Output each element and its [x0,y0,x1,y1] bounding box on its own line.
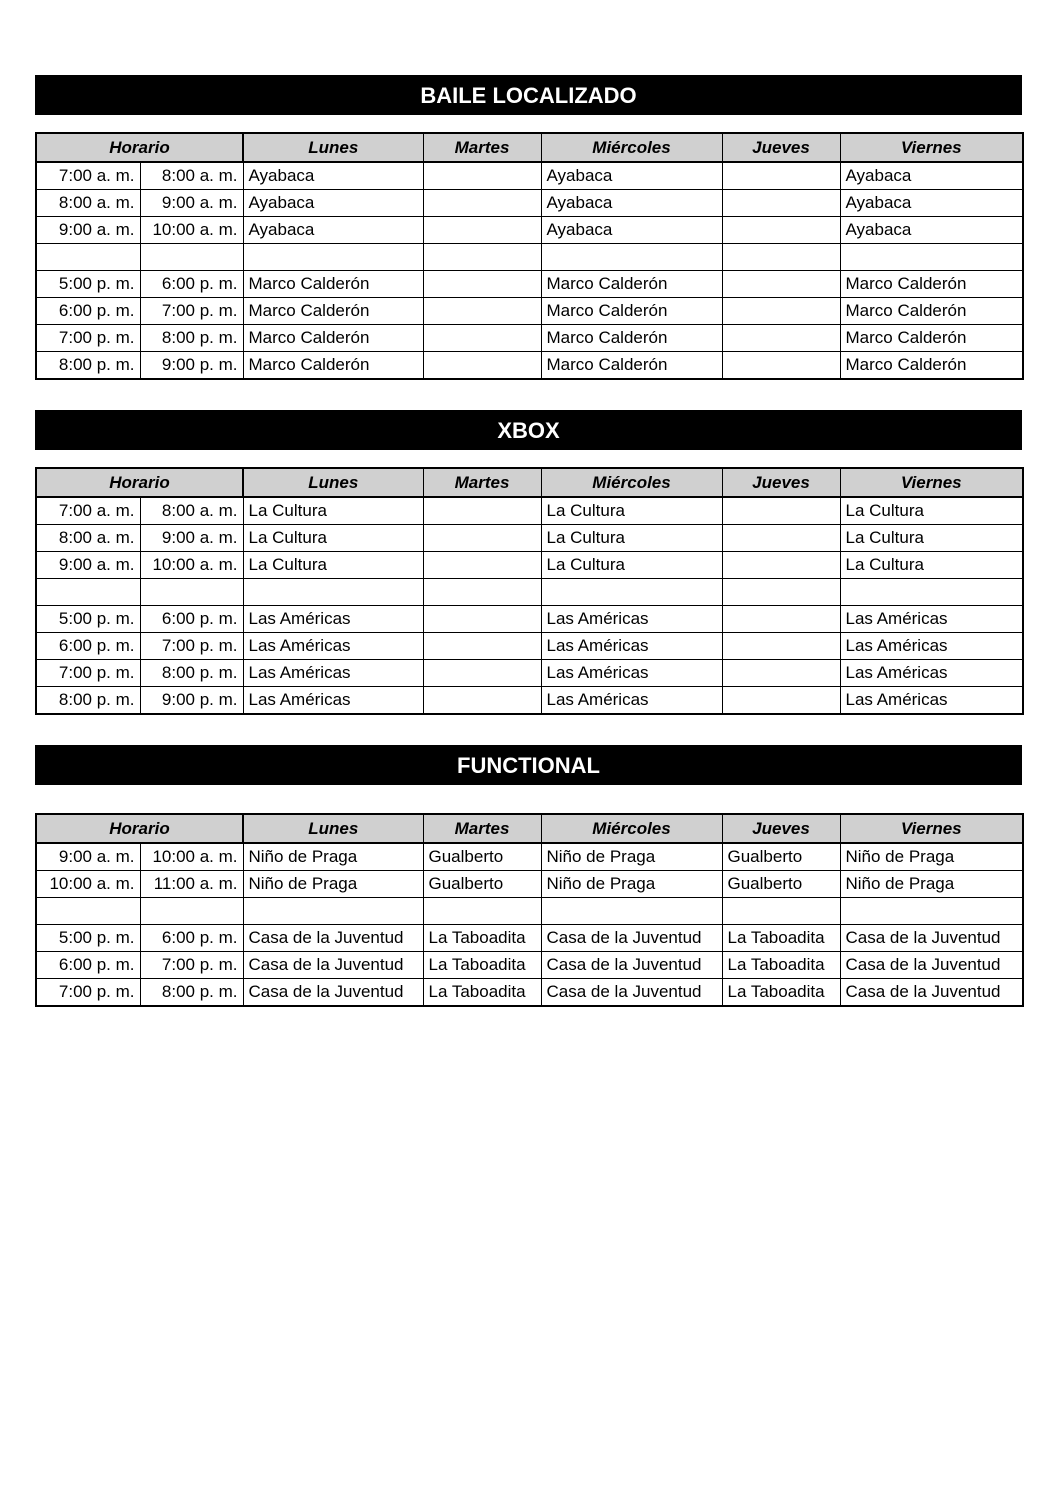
location-cell-martes [423,552,541,579]
end-time-cell: 8:00 p. m. [140,325,243,352]
header-row [36,468,1023,497]
location-cell-viernes: Marco Calderón [840,325,1023,352]
location-cell-lunes: Niño de Praga [243,871,423,898]
table-row [36,579,1023,606]
location-cell-lunes: Ayabaca [243,190,423,217]
location-cell-jueves [722,325,840,352]
location-cell-martes [423,606,541,633]
end-time-cell: 10:00 a. m. [140,843,243,871]
location-cell-jueves [722,606,840,633]
section-title: FUNCTIONAL [35,745,1022,785]
table-row [36,898,1023,925]
schedule-table [35,132,1024,380]
table-row [36,325,1023,352]
location-cell-lunes: Las Américas [243,633,423,660]
location-cell-martes [423,298,541,325]
end-time-cell: 9:00 p. m. [140,687,243,715]
location-cell-miercoles: Las Américas [541,660,722,687]
header-row [36,133,1023,162]
location-cell-miercoles [541,244,722,271]
start-time-cell: 7:00 p. m. [36,979,140,1007]
column-header-jueves: Jueves [722,468,840,497]
location-cell-miercoles: Las Américas [541,606,722,633]
location-cell-lunes: La Cultura [243,525,423,552]
location-cell-viernes: Casa de la Juventud [840,925,1023,952]
header-row [36,814,1023,843]
column-header-martes: Martes [423,814,541,843]
table-row [36,271,1023,298]
location-cell-martes: La Taboadita [423,979,541,1007]
location-cell-miercoles: Marco Calderón [541,271,722,298]
table-row [36,633,1023,660]
start-time-cell: 9:00 a. m. [36,843,140,871]
location-cell-martes [423,579,541,606]
end-time-cell: 9:00 a. m. [140,190,243,217]
end-time-cell: 8:00 a. m. [140,162,243,190]
table-row [36,871,1023,898]
end-time-cell: 6:00 p. m. [140,925,243,952]
table-row [36,687,1023,715]
location-cell-miercoles: Casa de la Juventud [541,925,722,952]
location-cell-viernes: La Cultura [840,552,1023,579]
location-cell-martes [423,660,541,687]
column-header-miercoles: Miércoles [541,133,722,162]
location-cell-viernes: Casa de la Juventud [840,952,1023,979]
location-cell-martes [423,525,541,552]
end-time-cell: 6:00 p. m. [140,606,243,633]
end-time-cell: 9:00 p. m. [140,352,243,380]
location-cell-jueves: La Taboadita [722,979,840,1007]
location-cell-martes [423,352,541,380]
location-cell-viernes: Las Américas [840,660,1023,687]
column-header-viernes: Viernes [840,133,1023,162]
start-time-cell: 6:00 p. m. [36,952,140,979]
table-row [36,552,1023,579]
end-time-cell: 6:00 p. m. [140,271,243,298]
start-time-cell: 5:00 p. m. [36,606,140,633]
start-time-cell: 8:00 p. m. [36,687,140,715]
location-cell-miercoles: La Cultura [541,552,722,579]
location-cell-viernes [840,898,1023,925]
location-cell-jueves [722,190,840,217]
location-cell-viernes: La Cultura [840,525,1023,552]
location-cell-viernes [840,244,1023,271]
section-title: BAILE LOCALIZADO [35,75,1022,115]
end-time-cell: 10:00 a. m. [140,217,243,244]
location-cell-jueves [722,660,840,687]
table-row [36,606,1023,633]
location-cell-viernes: Las Américas [840,606,1023,633]
table-row [36,190,1023,217]
start-time-cell: 8:00 a. m. [36,190,140,217]
location-cell-lunes: La Cultura [243,552,423,579]
location-cell-jueves [722,497,840,525]
location-cell-martes [423,325,541,352]
location-cell-viernes: Las Américas [840,633,1023,660]
location-cell-martes [423,898,541,925]
start-time-cell: 7:00 p. m. [36,325,140,352]
start-time-cell: 8:00 p. m. [36,352,140,380]
location-cell-martes [423,271,541,298]
location-cell-miercoles: Niño de Praga [541,843,722,871]
location-cell-martes [423,633,541,660]
column-header-horario: Horario [36,133,243,162]
location-cell-viernes [840,579,1023,606]
location-cell-jueves [722,217,840,244]
location-cell-miercoles [541,579,722,606]
location-cell-jueves: La Taboadita [722,952,840,979]
location-cell-jueves [722,244,840,271]
column-header-lunes: Lunes [243,133,423,162]
end-time-cell: 9:00 a. m. [140,525,243,552]
location-cell-martes: Gualberto [423,871,541,898]
location-cell-martes: La Taboadita [423,952,541,979]
column-header-jueves: Jueves [722,133,840,162]
location-cell-miercoles: La Cultura [541,497,722,525]
location-cell-miercoles: Ayabaca [541,190,722,217]
location-cell-jueves [722,633,840,660]
column-header-lunes: Lunes [243,468,423,497]
location-cell-miercoles: Ayabaca [541,162,722,190]
column-header-viernes: Viernes [840,468,1023,497]
location-cell-viernes: Marco Calderón [840,271,1023,298]
end-time-cell [140,898,243,925]
location-cell-jueves: La Taboadita [722,925,840,952]
location-cell-jueves [722,687,840,715]
start-time-cell: 6:00 p. m. [36,298,140,325]
location-cell-lunes: Ayabaca [243,162,423,190]
location-cell-miercoles: Casa de la Juventud [541,979,722,1007]
location-cell-lunes: Ayabaca [243,217,423,244]
end-time-cell: 7:00 p. m. [140,952,243,979]
column-header-martes: Martes [423,468,541,497]
table-row [36,925,1023,952]
end-time-cell [140,579,243,606]
schedule-table [35,813,1024,1007]
section-baile-localizado [35,75,1022,374]
column-header-horario: Horario [36,814,243,843]
location-cell-lunes: Las Américas [243,660,423,687]
column-header-lunes: Lunes [243,814,423,843]
location-cell-miercoles: Niño de Praga [541,871,722,898]
table-row [36,244,1023,271]
start-time-cell: 7:00 p. m. [36,660,140,687]
column-header-martes: Martes [423,133,541,162]
location-cell-lunes: Casa de la Juventud [243,979,423,1007]
location-cell-jueves: Gualberto [722,871,840,898]
location-cell-viernes: Ayabaca [840,217,1023,244]
location-cell-viernes: Niño de Praga [840,871,1023,898]
table-row [36,497,1023,525]
column-header-horario: Horario [36,468,243,497]
start-time-cell: 5:00 p. m. [36,271,140,298]
location-cell-miercoles: Casa de la Juventud [541,952,722,979]
start-time-cell: 5:00 p. m. [36,925,140,952]
location-cell-viernes: Marco Calderón [840,298,1023,325]
start-time-cell: 10:00 a. m. [36,871,140,898]
start-time-cell: 9:00 a. m. [36,552,140,579]
location-cell-viernes: La Cultura [840,497,1023,525]
table-row [36,952,1023,979]
section-title: XBOX [35,410,1022,450]
location-cell-lunes [243,898,423,925]
location-cell-lunes: Marco Calderón [243,298,423,325]
location-cell-lunes: Marco Calderón [243,352,423,380]
location-cell-lunes: Casa de la Juventud [243,925,423,952]
location-cell-martes [423,190,541,217]
end-time-cell: 7:00 p. m. [140,633,243,660]
end-time-cell: 11:00 a. m. [140,871,243,898]
location-cell-miercoles: Marco Calderón [541,352,722,380]
location-cell-martes: Gualberto [423,843,541,871]
location-cell-jueves [722,525,840,552]
location-cell-martes [423,162,541,190]
location-cell-lunes [243,579,423,606]
location-cell-viernes: Marco Calderón [840,352,1023,380]
location-cell-lunes: La Cultura [243,497,423,525]
location-cell-viernes: Casa de la Juventud [840,979,1023,1007]
location-cell-lunes [243,244,423,271]
table-row [36,162,1023,190]
location-cell-martes: La Taboadita [423,925,541,952]
location-cell-jueves [722,352,840,380]
end-time-cell: 7:00 p. m. [140,298,243,325]
location-cell-miercoles: Las Américas [541,687,722,715]
column-header-miercoles: Miércoles [541,814,722,843]
start-time-cell [36,579,140,606]
schedule-table [35,467,1024,715]
end-time-cell: 8:00 p. m. [140,979,243,1007]
section-xbox [35,410,1022,709]
table-row [36,352,1023,380]
location-cell-viernes: Ayabaca [840,190,1023,217]
location-cell-lunes: Marco Calderón [243,271,423,298]
location-cell-jueves [722,579,840,606]
location-cell-miercoles: Ayabaca [541,217,722,244]
location-cell-martes [423,687,541,715]
table-row [36,298,1023,325]
column-header-miercoles: Miércoles [541,468,722,497]
location-cell-jueves: Gualberto [722,843,840,871]
location-cell-jueves [722,298,840,325]
location-cell-jueves [722,552,840,579]
start-time-cell: 8:00 a. m. [36,525,140,552]
location-cell-lunes: Niño de Praga [243,843,423,871]
location-cell-miercoles: Las Américas [541,633,722,660]
table-row [36,979,1023,1007]
table-row [36,843,1023,871]
table-row [36,525,1023,552]
start-time-cell: 7:00 a. m. [36,162,140,190]
location-cell-lunes: Las Américas [243,687,423,715]
start-time-cell [36,244,140,271]
location-cell-lunes: Marco Calderón [243,325,423,352]
location-cell-miercoles [541,898,722,925]
location-cell-miercoles: Marco Calderón [541,298,722,325]
location-cell-lunes: Las Américas [243,606,423,633]
location-cell-lunes: Casa de la Juventud [243,952,423,979]
location-cell-martes [423,497,541,525]
table-row [36,217,1023,244]
start-time-cell: 9:00 a. m. [36,217,140,244]
column-header-jueves: Jueves [722,814,840,843]
location-cell-martes [423,217,541,244]
location-cell-jueves [722,898,840,925]
start-time-cell: 6:00 p. m. [36,633,140,660]
start-time-cell [36,898,140,925]
location-cell-martes [423,244,541,271]
table-row [36,660,1023,687]
location-cell-jueves [722,162,840,190]
location-cell-miercoles: Marco Calderón [541,325,722,352]
location-cell-viernes: Las Américas [840,687,1023,715]
end-time-cell: 8:00 a. m. [140,497,243,525]
end-time-cell: 10:00 a. m. [140,552,243,579]
section-functional [35,745,1022,1001]
column-header-viernes: Viernes [840,814,1023,843]
end-time-cell: 8:00 p. m. [140,660,243,687]
location-cell-miercoles: La Cultura [541,525,722,552]
location-cell-viernes: Niño de Praga [840,843,1023,871]
location-cell-jueves [722,271,840,298]
location-cell-viernes: Ayabaca [840,162,1023,190]
start-time-cell: 7:00 a. m. [36,497,140,525]
end-time-cell [140,244,243,271]
